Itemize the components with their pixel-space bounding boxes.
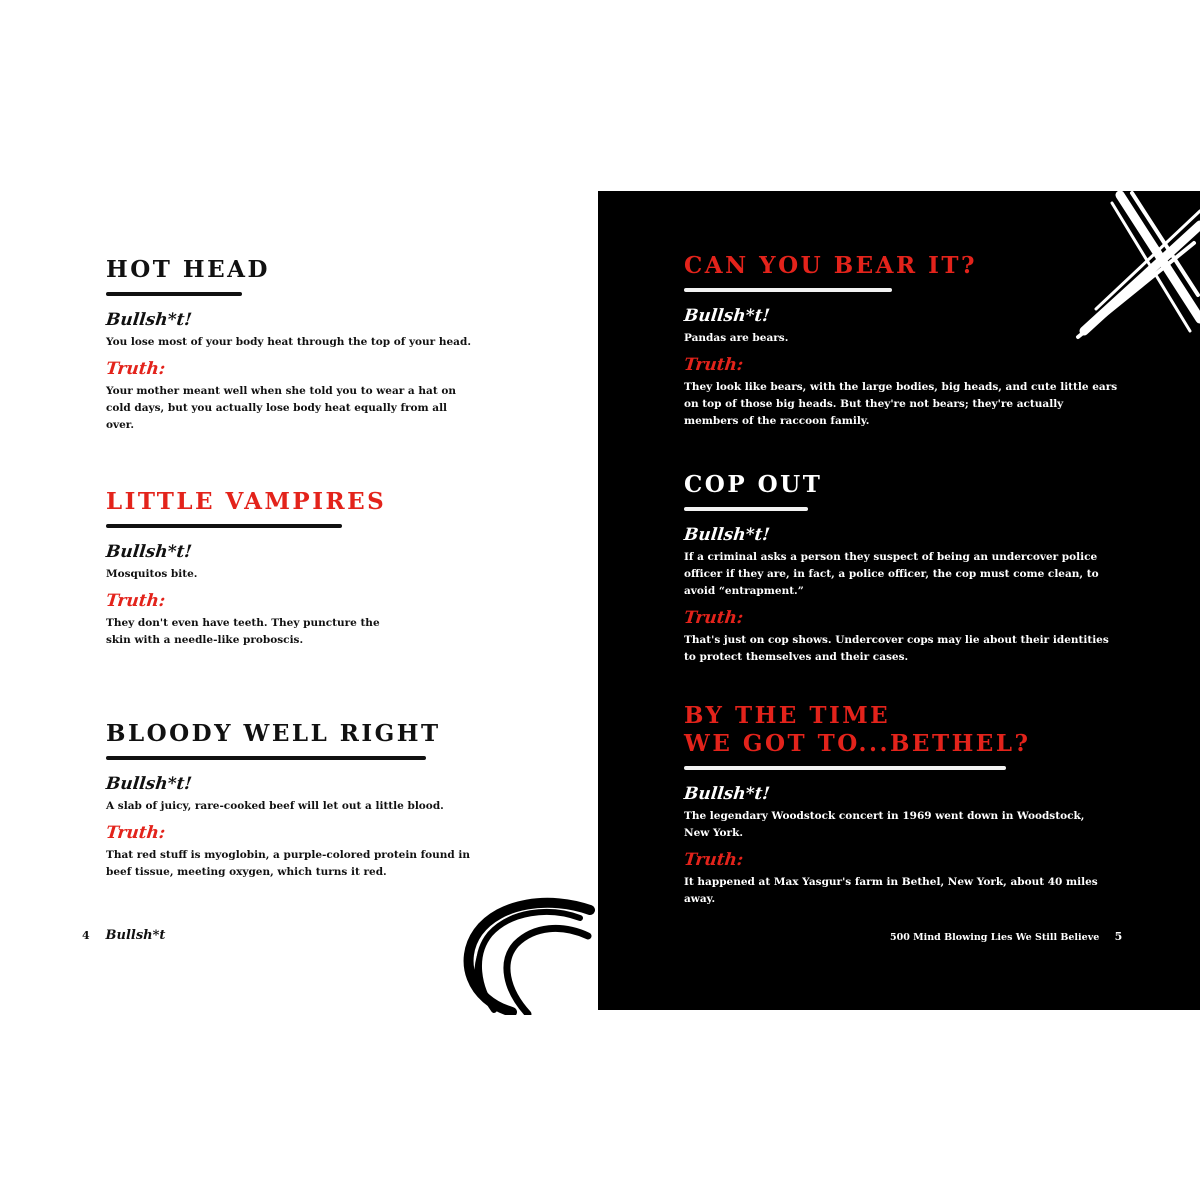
page-number: 5 [1114,930,1123,943]
title-underline [106,524,342,528]
entry-bethel [684,702,1124,908]
entry-title: HOT HEAD [106,256,270,283]
entry-title: BLOODY WELL RIGHT [106,720,441,747]
truth-label: Truth: [104,591,167,611]
truth-text: That red stuff is myoglobin, a purple-colored protein found in beef tissue, meeting oxygen, which turns it red. [106,849,471,878]
truth-text: They don't even have teeth. They puncture the skin with a needle-like proboscis. [106,617,380,646]
myth-label: Bullsh*t! [104,774,193,794]
entry-cop-out [684,471,1124,666]
running-head: 500 Mind Blowing Lies We Still Believe [890,932,1100,943]
myth-text: If a criminal asks a person they suspect of being an undercover police officer if they are, in fact, a police officer, the cop must come clean, to avoid “entrapment.” [684,551,1099,597]
myth-text: A slab of juicy, rare-cooked beef will let out a little blood. [106,800,444,812]
title-underline [106,756,426,760]
myth-text: You lose most of your body heat through the top of your head. [106,336,471,348]
entry-hot-head [106,256,486,434]
entry-title-line-2: WE GOT TO...BETHEL? [684,730,1031,757]
right-folio [890,930,1122,943]
truth-label: Truth: [104,359,167,379]
entry-little-vampires [106,488,486,649]
title-underline [684,507,808,511]
entry-title: LITTLE VAMPIRES [106,488,387,515]
myth-label: Bullsh*t! [104,310,193,330]
entry-title: COP OUT [684,471,823,498]
truth-label: Truth: [682,355,745,375]
myth-label: Bullsh*t! [104,542,193,562]
page-number: 4 [82,929,90,942]
title-underline [106,292,242,296]
myth-label: Bullsh*t! [682,306,771,326]
myth-label: Bullsh*t! [682,525,771,545]
brush-circle-mark [450,890,610,1015]
myth-label: Bullsh*t! [682,784,771,804]
truth-label: Truth: [682,850,745,870]
myth-text: Mosquitos bite. [106,568,198,580]
truth-text: They look like bears, with the large bodies, big heads, and cute little ears on top of those big heads. But they're not bears; they're actually members of the raccoon family. [684,381,1118,427]
myth-text: The legendary Woodstock concert in 1969 went down in Woodstock, New York. [684,810,1085,839]
truth-text: Your mother meant well when she told you to wear a hat on cold days, but you actually lose body heat equally from all over. [106,385,456,431]
title-underline [684,766,1006,770]
left-folio [82,928,165,943]
truth-label: Truth: [104,823,167,843]
entry-bloody-well-right [106,720,496,881]
title-underline [684,288,892,292]
running-head: Bullsh*t [105,928,166,943]
entry-title-line-1: BY THE TIME [684,702,891,729]
myth-text: Pandas are bears. [684,332,789,344]
entry-title: CAN YOU BEAR IT? [684,252,977,279]
truth-text: That's just on cop shows. Undercover cops may lie about their identities to protect themselves and their cases. [684,634,1109,663]
entry-can-you-bear-it [684,252,1124,430]
truth-label: Truth: [682,608,745,628]
truth-text: It happened at Max Yasgur's farm in Bethel, New York, about 40 miles away. [684,876,1098,905]
